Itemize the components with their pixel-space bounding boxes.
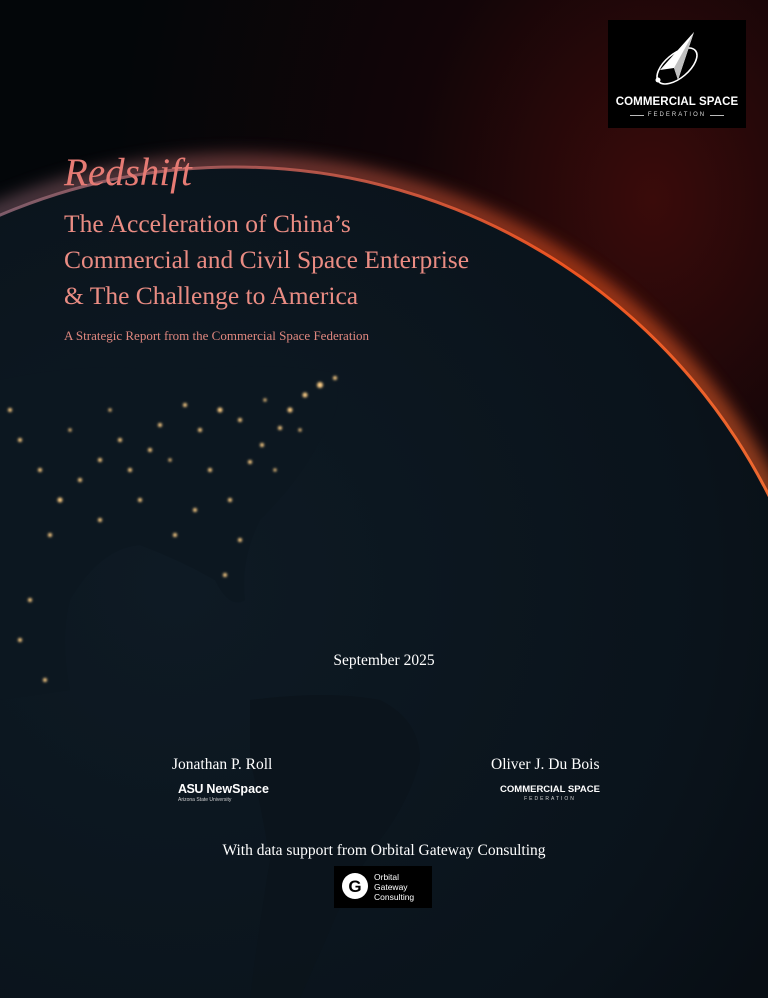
subtitle-line: The Acceleration of China’s	[64, 209, 351, 238]
orbital-gateway-logo	[334, 866, 432, 908]
author-name: Jonathan P. Roll	[172, 756, 273, 773]
data-support-credit: With data support from Orbital Gateway Consulting	[222, 842, 546, 859]
rocket-orbit-icon	[648, 28, 706, 92]
asu-logo-prefix: ASU	[178, 782, 203, 796]
logo-text-line: Gateway	[374, 882, 408, 892]
report-tagline: A Strategic Report from the Commercial Space Federation	[64, 328, 370, 343]
logo-line-2: FEDERATION	[647, 112, 707, 118]
asu-logo-subtext: Arizona State University	[178, 797, 232, 803]
commercial-space-federation-logo	[608, 20, 746, 128]
orbital-gateway-g-icon: G	[342, 873, 368, 899]
logo-line-1: COMMERCIAL SPACE	[615, 96, 739, 108]
report-subtitle	[64, 206, 584, 314]
publication-date: September 2025	[333, 652, 435, 669]
logo-text-line: Consulting	[374, 892, 415, 902]
logo-text-line: Orbital	[374, 872, 400, 882]
subtitle-line: & The Challenge to America	[64, 281, 359, 310]
asu-logo-text: NewSpace	[206, 782, 269, 796]
csf-small-logo-line-2: FEDERATION	[524, 796, 576, 802]
subtitle-line: Commercial and Civil Space Enterprise	[64, 245, 470, 274]
report-title: Redshift	[64, 151, 192, 194]
csf-small-logo-line-1: COMMERCIAL SPACE	[500, 784, 600, 795]
author-name: Oliver J. Du Bois	[491, 756, 600, 773]
asu-newspace-logo	[178, 782, 269, 796]
